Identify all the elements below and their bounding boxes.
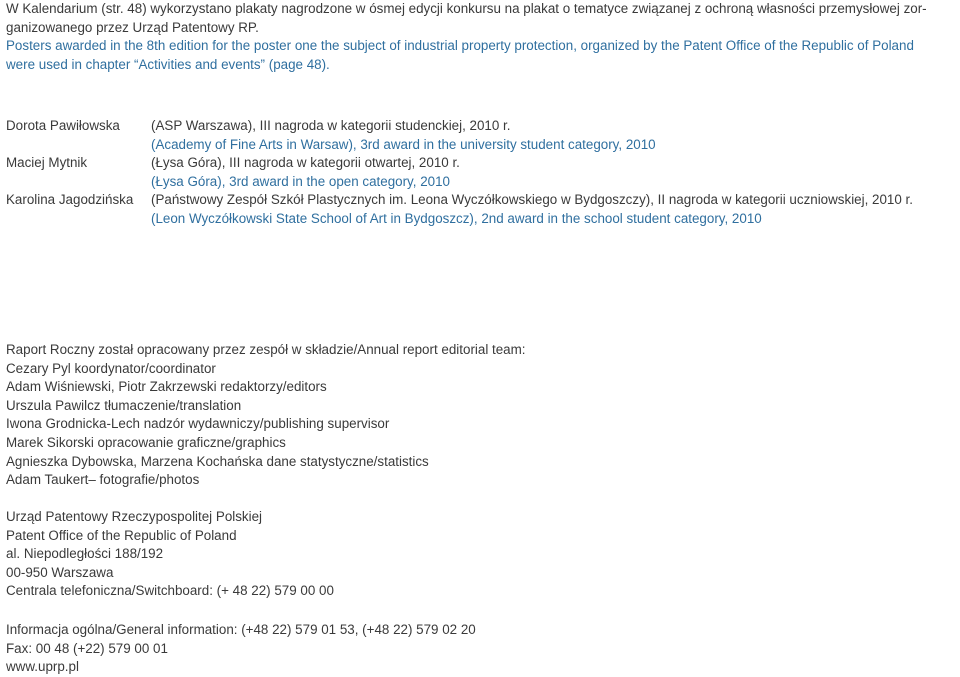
award-entry — [6, 191, 956, 228]
awards-list — [6, 117, 956, 228]
award-winner-name: Karolina Jagodzińska — [6, 192, 134, 207]
editorial-team-credits — [6, 341, 526, 490]
address-line-street: al. Niepodległości 188/192 — [6, 546, 164, 562]
credit-line: Adam Wiśniewski, Piotr Zakrzewski redaktorzy/editors — [6, 379, 327, 395]
award-detail-polish: (Państwowy Zespół Szkół Plastycznych im. Leona Wyczółkowskiego w Bydgoszczy), II nagroda w kategorii uczniowskiej, 2010 r. — [151, 192, 913, 207]
intro-paragraph — [6, 0, 927, 74]
website-link[interactable]: www.uprp.pl — [6, 659, 79, 675]
contact-info — [6, 621, 476, 677]
award-detail-english: (Łysa Góra), 3rd award in the open category, 2010 — [151, 173, 450, 189]
credit-line: Cezary Pyl koordynator/coordinator — [6, 360, 216, 376]
award-detail-polish: (Łysa Góra), III nagroda w kategorii otwartej, 2010 r. — [151, 155, 460, 170]
intro-polish-line-2: ganizowanego przez Urząd Patentowy RP. — [6, 19, 259, 35]
fax-number: Fax: 00 48 (+22) 579 00 01 — [6, 640, 168, 656]
intro-polish-line-1: W Kalendarium (str. 48) wykorzystano plakaty nagrodzone w ósmej edycji konkursu na plakat o tematyce związanej z ochroną własności przemysłowej zor- — [6, 1, 927, 16]
award-entry — [6, 154, 956, 191]
award-entry — [6, 117, 956, 154]
credit-line: Urszula Pawilcz tłumaczenie/translation — [6, 397, 242, 413]
credit-line: Iwona Grodnicka-Lech nadzór wydawniczy/publishing supervisor — [6, 416, 390, 432]
intro-english-line-1: Posters awarded in the 8th edition for the poster one the subject of industrial property protection, organized by the Patent Office of the Republic of Poland — [6, 38, 914, 54]
award-detail-english: (Leon Wyczółkowski State School of Art in Bydgoszcz), 2nd award in the school student category, 2010 — [151, 210, 762, 226]
credit-line: Agnieszka Dybowska, Marzena Kochańska dane statystyczne/statistics — [6, 453, 429, 469]
award-winner-name: Maciej Mytnik — [6, 155, 88, 170]
address-line-switchboard: Centrala telefoniczna/Switchboard: (+ 48 22) 579 00 00 — [6, 583, 334, 599]
award-winner-name: Dorota Pawiłowska — [6, 118, 120, 133]
address-line-city: 00-950 Warszawa — [6, 564, 114, 580]
office-address — [6, 508, 334, 601]
address-line-office-en: Patent Office of the Republic of Poland — [6, 527, 237, 543]
intro-english-line-2: were used in chapter “Activities and events” (page 48). — [6, 56, 330, 72]
address-line-office-pl: Urząd Patentowy Rzeczypospolitej Polskiej — [6, 509, 263, 524]
award-detail — [151, 117, 656, 154]
award-detail — [151, 191, 913, 228]
award-detail — [151, 154, 460, 191]
award-detail-english: (Academy of Fine Arts in Warsaw), 3rd award in the university student category, 2010 — [151, 136, 656, 152]
credit-line: Adam Taukert– fotografie/photos — [6, 472, 200, 488]
general-information-phone: Informacja ogólna/General information: (+48 22) 579 01 53, (+48 22) 579 02 20 — [6, 622, 476, 637]
credits-heading: Raport Roczny został opracowany przez zespół w składzie/Annual report editorial team: — [6, 342, 526, 357]
award-detail-polish: (ASP Warszawa), III nagroda w kategorii studenckiej, 2010 r. — [151, 118, 511, 133]
credit-line: Marek Sikorski opracowanie graficzne/graphics — [6, 434, 286, 450]
